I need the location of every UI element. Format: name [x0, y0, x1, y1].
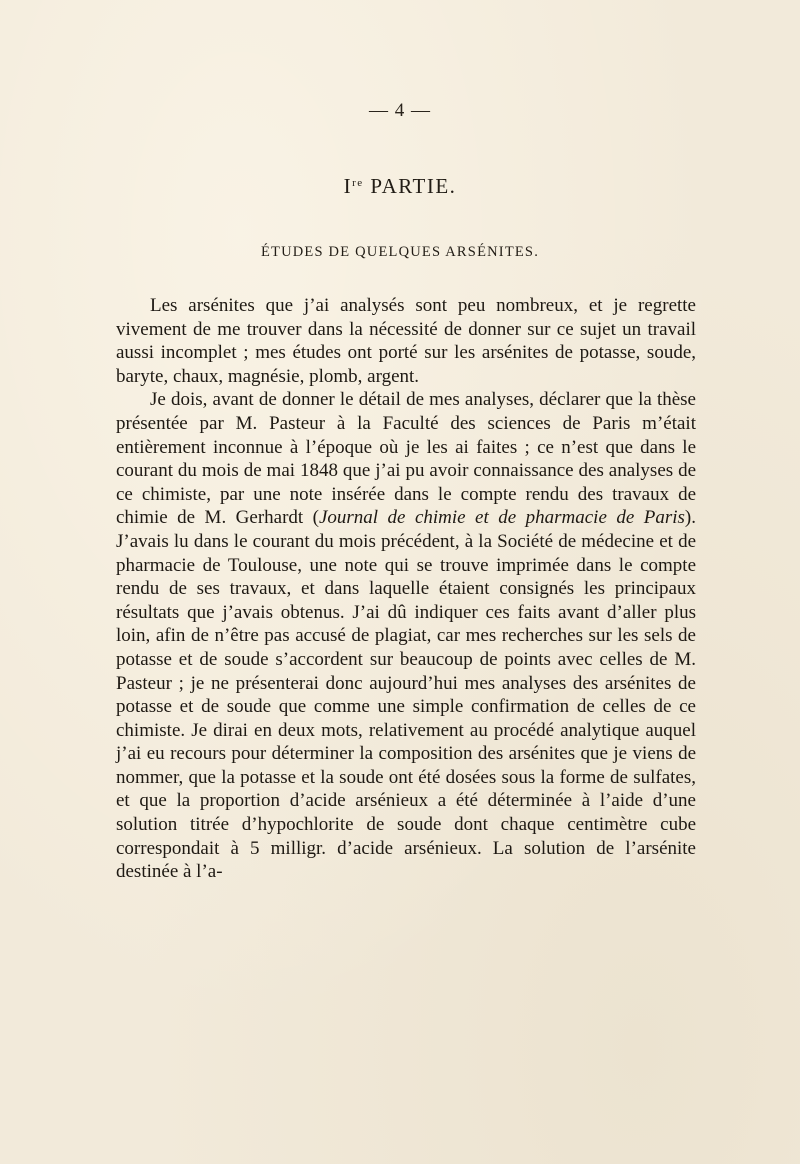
paragraph-2: [116, 388, 696, 883]
paragraph-2-text-before: Je dois, avant de donner le détail de mes analyses, déclarer que la thèse présentée par M. Pasteur à la Faculté des sciences de Paris m’était entièrement inconnue à l’époque où je les ai faites ; ce n’est que dans le courant du mois de mai 1848 que j’ai pu avoir connaissance des analyses de ce chimiste, par une note insérée dans le compte rendu des travaux de chimie de M. Gerhardt (: [116, 389, 696, 529]
section-title: ÉTUDES DE QUELQUES ARSÉNITES.: [260, 244, 540, 260]
part-numeral-superscript: re: [352, 177, 364, 189]
body-text: [116, 294, 696, 884]
page-number: — 4 —: [369, 100, 431, 121]
paragraph-2-text-after: ). J’avais lu dans le courant du mois précédent, à la Société de médecine et de pharmacie de Toulouse, une note qui se trouve imprimée dans le compte rendu de ses travaux, et dans laquelle étaient consignés les principaux résultats que j’avais obtenus. J’ai dû indiquer ces faits avant d’aller plus loin, afin de n’être pas accusé de plagiat, car mes recherches sur les sels de potasse et de soude s’accordent sur beaucoup de points avec celles de M. Pasteur ; je ne présenterai donc aujourd’hui mes analyses des arsénites de potasse et de soude que comme une simple confirmation de celles de ce chimiste. Je dirai en deux mots, relativement au procédé analytique auquel j’ai eu recours pour déterminer la composition des arsénites que je viens de nommer, que la potasse et la soude ont été dosées sous la forme de sulfates, et que la proportion d’acide arsénieux a été déterminée à l’aide d’une solution titrée d’hypochlorite de soude dont chaque centimètre cube correspondait à 5 milligr. d’acide arsénieux. La solution de l’arsénite destinée à l’a-: [116, 507, 696, 883]
part-numeral: Ire: [343, 174, 364, 198]
part-label: PARTIE.: [370, 174, 457, 198]
journal-title: Journal de chimie et de pharmacie de Paris: [318, 507, 685, 529]
part-heading: [0, 174, 800, 199]
paragraph-1: Les arsénites que j’ai analysés sont peu nombreux, et je regrette vivement de me trouver dans la nécessité de donner sur ce sujet un travail aussi incomplet ; mes études ont porté sur les arsénites de potasse, soude, baryte, chaux, magnésie, plomb, argent.: [116, 295, 696, 387]
